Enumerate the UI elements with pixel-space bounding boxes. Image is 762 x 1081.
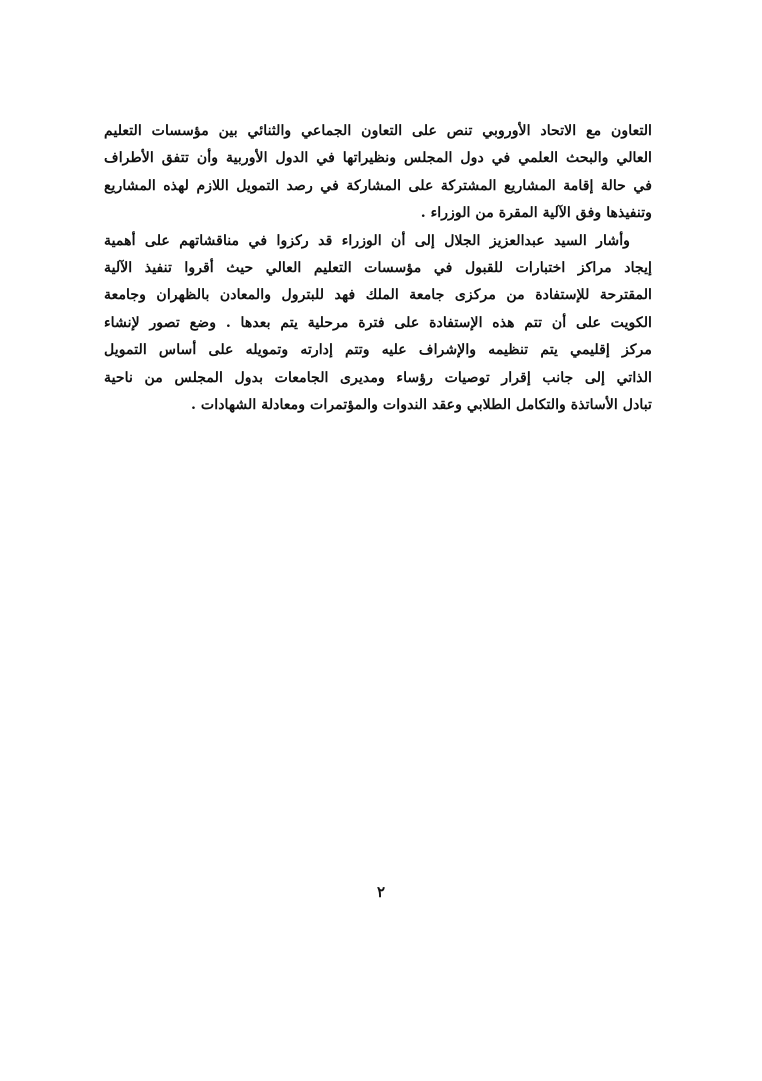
paragraph-2 bbox=[104, 228, 652, 420]
text-line: العالي والبحث العلمي في دول المجلس ونظيراتها في الدول الأوربية وأن تتفق الأطراف bbox=[104, 150, 652, 167]
text-line: المقترحة للإستفادة من مركزى جامعة الملك فهد للبترول والمعادن بالظهران وجامعة bbox=[104, 287, 652, 304]
text-line: تبادل الأساتذة والتكامل الطلابي وعقد الندوات والمؤتمرات ومعادلة الشهادات . bbox=[191, 396, 652, 413]
text-line: الكويت على أن تتم هذه الإستفادة على فترة مرحلية يتم بعدها . وضع تصور لإنشاء bbox=[104, 314, 652, 331]
text-line: التعاون مع الاتحاد الأوروبي تنص على التعاون الجماعي والثنائي بين مؤسسات التعليم bbox=[104, 123, 652, 139]
text-line: الذاتي إلى جانب إقرار توصيات رؤساء ومديرى الجامعات بدول المجلس من ناحية bbox=[104, 369, 652, 386]
text-line: إيجاد مراكز اختبارات للقبول في مؤسسات التعليم العالي حيث أقروا تنفيذ الآلية bbox=[104, 259, 652, 276]
text-line: في حالة إقامة المشاريع المشتركة على المشاركة في رصد التمويل اللازم لهذه المشاريع bbox=[104, 177, 652, 194]
body-text bbox=[104, 118, 652, 419]
text-line: مركز إقليمي يتم تنظيمه والإشراف عليه وتتم إدارته وتمويله على أساس التمويل bbox=[104, 342, 652, 359]
page-number: ٢ bbox=[376, 883, 386, 901]
text-line: وأشار السيد عبدالعزيز الجلال إلى أن الوزراء قد ركزوا في مناقشاتهم على أهمية bbox=[104, 232, 630, 249]
text-line: وتنفيذها وفق الآلية المقرة من الوزراء . bbox=[420, 205, 652, 222]
paragraph-1 bbox=[104, 118, 652, 228]
